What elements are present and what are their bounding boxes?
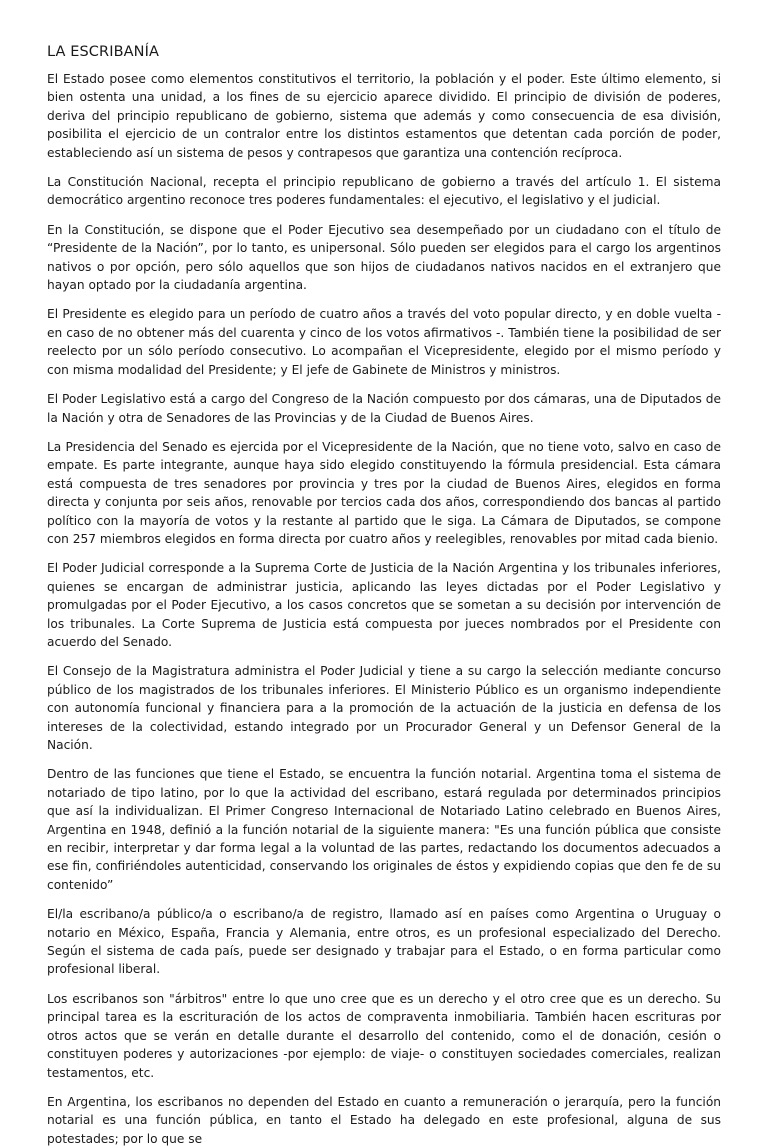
paragraph-presidencia-senado: La Presidencia del Senado es ejercida por el Vicepresidente de la Nación, que no tiene voto, salvo en caso de empate. Es parte integrante, aunque haya sido elegido constituyendo la fórmula presidencial. Esta cámara está compuesta de tres senadores por provincia y tres por la ciudad de Buenos Aires, elegidos en forma directa y conjunta por seis años, renovable por tercios cada dos años, correspondiendo dos bancas al partido político con la mayoría de votos y la restante al partido que le siga. La Cámara de Diputados, se compone con 257 miembros elegidos en forma directa por cuatro años y reelegibles, renovables por mitad cada bienio. — [47, 439, 721, 546]
paragraph-eleccion-presidente: El Presidente es elegido para un período de cuatro años a través del voto popular directo, y en doble vuelta - en caso de no obtener más del cuarenta y cinco de los votos afirmativos -. También tiene la posibilidad de ser reelecto por un sólo período consecutivo. Lo acompañan el Vicepresidente, elegido por el mismo período y con misma modalidad del Presidente; y El jefe de Gabinete de Ministros y ministros. — [47, 307, 721, 377]
paragraph-consejo-magistratura: El Consejo de la Magistratura administra el Poder Judicial y tiene a su cargo la selección mediante concurso público de los magistrados de los tribunales inferiores. El Ministerio Público es un organismo independiente con autonomía funcional y financiera para a la promoción de la actuación de la justicia en defensa de los intereses de la colectividad, estando integrado por un Procurador General y un Defensor General de la Nación. — [47, 664, 721, 752]
paragraph-poder-legislativo: El Poder Legislativo está a cargo del Congreso de la Nación compuesto por dos cámaras, una de Diputados de la Nación y otra de Senadores de las Provincias y de la Ciudad de Buenos Aires. — [47, 392, 721, 425]
paragraph-escribanos-argentina: En Argentina, los escribanos no dependen del Estado en cuanto a remuneración o jerarquía, pero la función notarial es una función pública, en tanto el Estado ha delegado en este profesional, alguna de sus potestades; por lo que se — [47, 1094, 721, 1146]
paragraph-poder-ejecutivo: En la Constitución, se dispone que el Poder Ejecutivo sea desempeñado por un ciudadano con el título de “Presidente de la Nación”, por lo tanto, es unipersonal. Sólo pueden ser elegidos para el cargo los argentinos nativos o por opción, pero sólo aquellos que son hijos de ciudadanos nativos nacidos en el extranjero que hayan optado por la ciudadanía argentina. — [47, 222, 721, 293]
paragraph-funcion-notarial: Dentro de las funciones que tiene el Estado, se encuentra la función notarial. Argentina toma el sistema de notariado de tipo latino, por lo que la actividad del escribano, estará regulada por determinados principios que así la individualizan. El Primer Congreso Internacional de Notariado Latino celebrado en Buenos Aires, Argentina en 1948, definió a la función notarial de la siguiente manera: "Es una función pública que consiste en recibir, interpretar y dar forma legal a la voluntad de las partes, redactando los documentos adecuados a ese fin, confiriéndoles autenticidad, conservando los originales de éstos y expidiendo copias que den fe de su contenido” — [47, 767, 721, 892]
paragraph-constitucion-nacional: La Constitución Nacional, recepta el principio republicano de gobierno a través del artículo 1. El sistema democrático argentino reconoce tres poderes fundamentales: el ejecutivo, el legislativo y el judicial. — [47, 175, 721, 208]
document-title: LA ESCRIBANÍA — [47, 44, 159, 60]
paragraph-division-de-poderes: El Estado posee como elementos constitutivos el territorio, la población y el poder. Este último elemento, si bien ostenta una unidad, a los fines de su ejercicio aparece dividido. El principio de división de poderes, deriva del principio republicano de gobierno, sistema que además y como consecuencia de esa división, posibilita el ejercicio de un contralor entre los distintos estamentos que detentan cada porción de poder, estableciendo así un sistema de pesos y contrapesos que garantiza una contención recíproca. — [47, 72, 721, 160]
paragraph-poder-judicial: El Poder Judicial corresponde a la Suprema Corte de Justicia de la Nación Argentina y los tribunales inferiores, quienes se encargan de administrar justicia, aplicando las leyes dictadas por el Poder Legislativo y promulgadas por el Poder Ejecutivo, a los casos concretos que se sometan a su decisión por intervención de los tribunales. La Corte Suprema de Justicia está compuesta por jueces nombrados por el Presidente con acuerdo del Senado. — [47, 561, 721, 649]
paragraph-escribano-publico: El/la escribano/a público/a o escribano/a de registro, llamado así en países como Argentina o Uruguay o notario en México, España, Francia y Alemania, entre otros, es un profesional especializado del Derecho. Según el sistema de cada país, puede ser designado y trabajar para el Estado, o en forma particular como profesional liberal. — [47, 907, 721, 977]
paragraph-escribanos-arbitros: Los escribanos son "árbitros" entre lo que uno cree que es un derecho y el otro cree que es un derecho. Su principal tarea es la escrituración de los actos de compraventa inmobiliaria. También hacen escrituras por otros actos que se verán en detalle durante el desarrollo del contenido, como el de donación, cesión o constituyen poderes y autorizaciones -por ejemplo: de viaje- o constituyen sociedades comerciales, realizan testamentos, etc. — [47, 991, 721, 1080]
